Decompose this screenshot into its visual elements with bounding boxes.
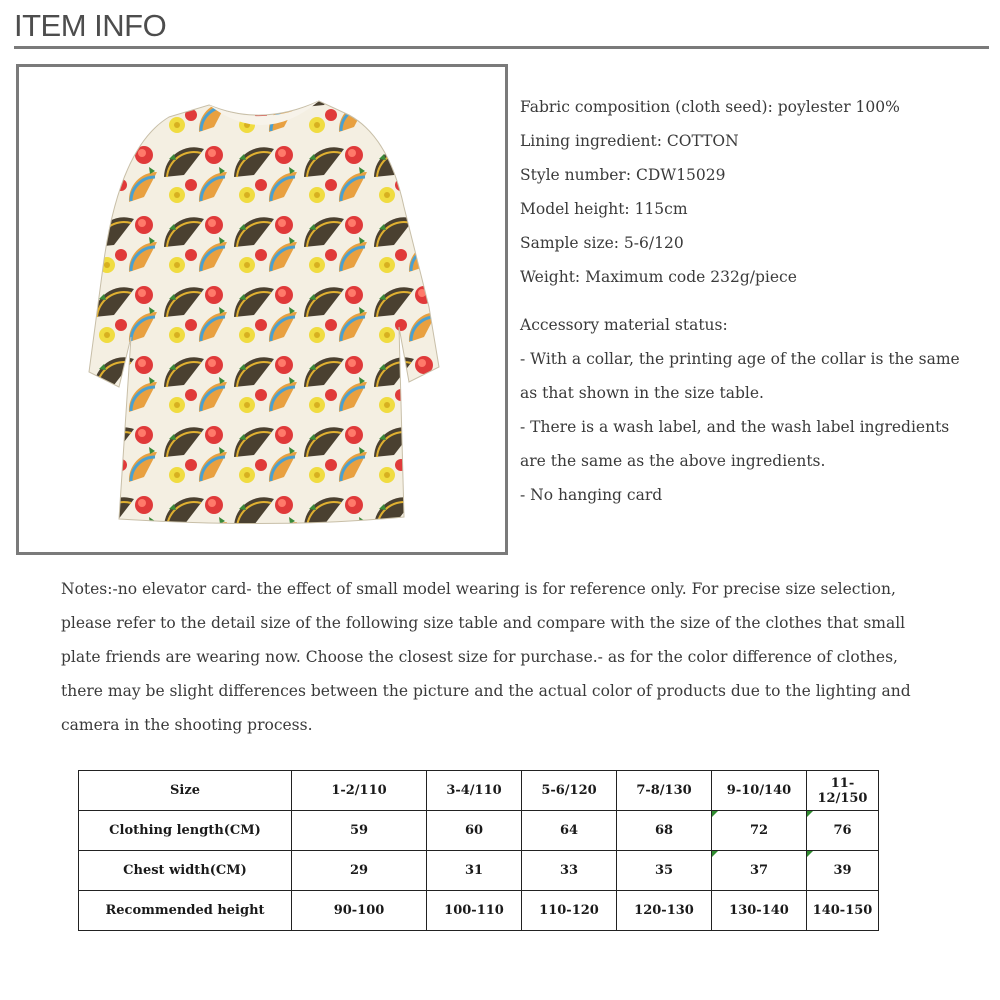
accessory-line: are the same as the above ingredients.: [520, 452, 826, 470]
table-cell: 140-150: [807, 891, 879, 931]
row-label-cell: Chest width(CM): [79, 851, 292, 891]
row-label-cell: Recommended height: [79, 891, 292, 931]
table-row: [79, 811, 879, 851]
table-cell: 37: [712, 851, 807, 891]
table-cell: 100-110: [427, 891, 522, 931]
table-cell: 60: [427, 811, 522, 851]
notes-line: please refer to the detail size of the following size table and compare with the size of the clothes that small: [61, 614, 906, 632]
table-cell: 31: [427, 851, 522, 891]
notes-line: there may be slight differences between the picture and the actual color of products due to the lighting and: [61, 682, 911, 700]
product-details: [520, 90, 990, 512]
table-cell: 59: [292, 811, 427, 851]
size-table-header-row: [79, 771, 879, 811]
table-cell: 68: [617, 811, 712, 851]
accessory-heading: Accessory material status:: [520, 316, 728, 334]
header-cell: 7-8/130: [617, 771, 712, 811]
detail-weight: Weight: Maximum code 232g/piece: [520, 268, 797, 286]
table-cell: 90-100: [292, 891, 427, 931]
page-title: ITEM INFO: [14, 8, 167, 43]
header-cell: 1-2/110: [292, 771, 427, 811]
table-row: [79, 891, 879, 931]
size-table: [78, 770, 879, 931]
table-row: [79, 851, 879, 891]
detail-lining: Lining ingredient: COTTON: [520, 132, 739, 150]
row-label-cell: Clothing length(CM): [79, 811, 292, 851]
accessory-line: - With a collar, the printing age of the collar is the same: [520, 350, 960, 368]
product-photo: [16, 64, 508, 555]
header-cell: 5-6/120: [522, 771, 617, 811]
table-cell: 29: [292, 851, 427, 891]
accessory-line: - No hanging card: [520, 486, 663, 504]
table-cell: 110-120: [522, 891, 617, 931]
accessory-line: as that shown in the size table.: [520, 384, 764, 402]
header-cell: 11-12/150: [807, 771, 879, 811]
detail-model-height: Model height: 115cm: [520, 200, 688, 218]
table-cell: 130-140: [712, 891, 807, 931]
header-cell: 3-4/110: [427, 771, 522, 811]
table-cell: 39: [807, 851, 879, 891]
header-cell: Size: [79, 771, 292, 811]
notes-line: Notes:-no elevator card- the effect of small model wearing is for reference only. For precise size selection,: [61, 580, 896, 598]
detail-fabric: Fabric composition (cloth seed): poylester 100%: [520, 98, 900, 116]
table-cell: 76: [807, 811, 879, 851]
header-cell: 9-10/140: [712, 771, 807, 811]
table-cell: 64: [522, 811, 617, 851]
table-cell: 33: [522, 851, 617, 891]
notes-line: camera in the shooting process.: [61, 716, 313, 734]
floral-fan-print-blouse-icon: [19, 67, 505, 552]
table-cell: 120-130: [617, 891, 712, 931]
table-cell: 35: [617, 851, 712, 891]
detail-style-number: Style number: CDW15029: [520, 166, 726, 184]
accessory-line: - There is a wash label, and the wash label ingredients: [520, 418, 950, 436]
notes-paragraph: [61, 572, 921, 742]
table-cell: 72: [712, 811, 807, 851]
detail-sample-size: Sample size: 5-6/120: [520, 234, 684, 252]
notes-line: plate friends are wearing now. Choose the closest size for purchase.- as for the color difference of clothes,: [61, 648, 898, 666]
header-divider: [14, 46, 989, 49]
